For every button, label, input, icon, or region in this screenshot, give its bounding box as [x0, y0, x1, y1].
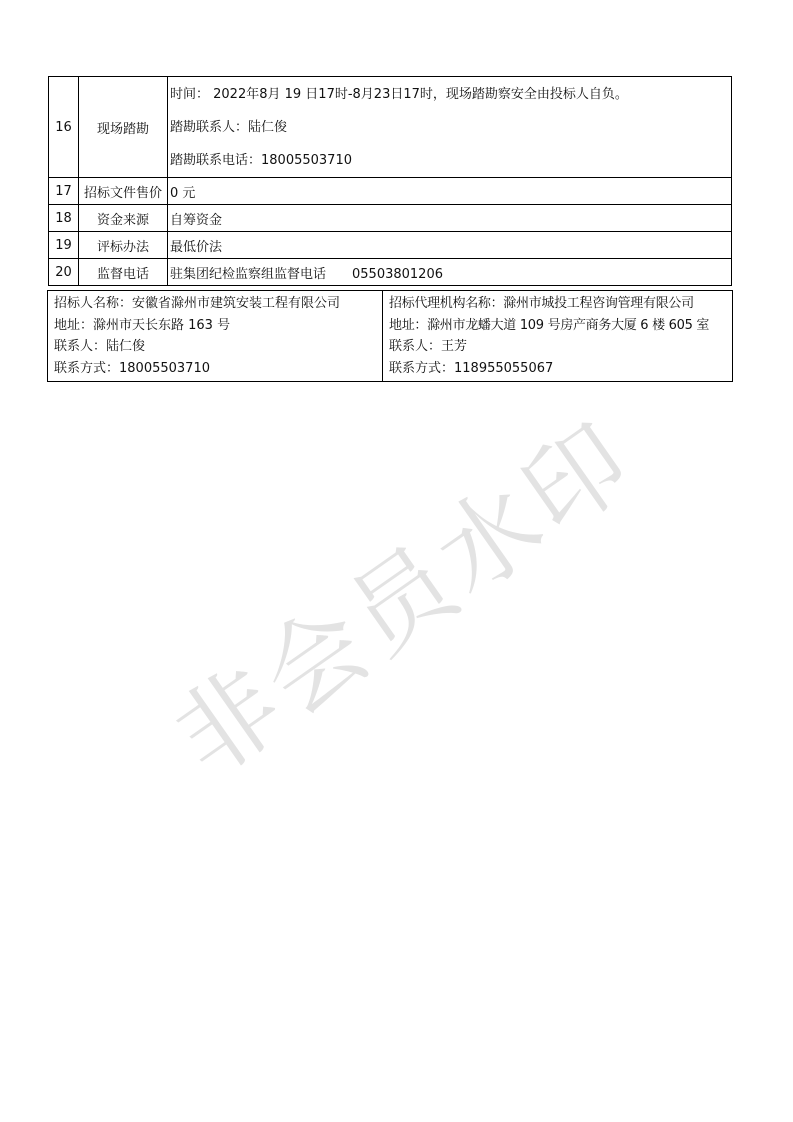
site-visit-contact: 踏勘联系人：陆仁俊 [170, 119, 288, 135]
row-label: 现场踏勘 [79, 77, 168, 178]
row-number: 17 [49, 178, 79, 205]
row-label: 招标文件售价 [79, 178, 168, 205]
table-row [49, 232, 732, 259]
row-value [168, 77, 732, 178]
supervision-label: 驻集团纪检监察组监督电话 [170, 266, 327, 282]
row-value: 自筹资金 [168, 205, 732, 232]
row-number: 18 [49, 205, 79, 232]
row-label: 监督电话 [79, 259, 168, 286]
contact-table [47, 290, 733, 382]
row-value [168, 259, 732, 286]
site-visit-phone: 踏勘联系电话：18005503710 [170, 152, 352, 168]
bid-info-table [48, 76, 732, 286]
row-number: 16 [49, 77, 79, 178]
tenderer-name: 招标人名称：安徽省滁州市建筑安装工程有限公司 [54, 296, 341, 311]
agency-contact: 联系人：王芳 [389, 339, 468, 354]
row-value: 0 元 [168, 178, 732, 205]
site-visit-time: 时间： 2022年8月 19 日17时-8月23日17时，现场踏勘察安全由投标人自负。 [170, 86, 628, 102]
agency-phone: 联系方式：118955055067 [389, 360, 554, 376]
row-number: 19 [49, 232, 79, 259]
row-value: 最低价法 [168, 232, 732, 259]
agency-cell [383, 291, 733, 382]
row-number: 20 [49, 259, 79, 286]
row-label: 资金来源 [79, 205, 168, 232]
table-row [49, 178, 732, 205]
tenderer-phone: 联系方式：18005503710 [54, 360, 210, 376]
table-row [49, 205, 732, 232]
tenderer-cell [48, 291, 383, 382]
watermark: 非会员水印 [154, 399, 656, 799]
table-row [49, 259, 732, 286]
contact-row [48, 291, 733, 382]
agency-name: 招标代理机构名称：滁州市城投工程咨询管理有限公司 [389, 296, 694, 311]
agency-address: 地址：滁州市龙蟠大道 109 号房产商务大厦 6 楼 605 室 [389, 317, 710, 333]
table-row [49, 77, 732, 178]
tenderer-contact: 联系人：陆仁俊 [54, 339, 146, 354]
row-label: 评标办法 [79, 232, 168, 259]
tenderer-address: 地址：滁州市天长东路 163 号 [54, 317, 231, 333]
supervision-phone: 05503801206 [352, 266, 443, 282]
